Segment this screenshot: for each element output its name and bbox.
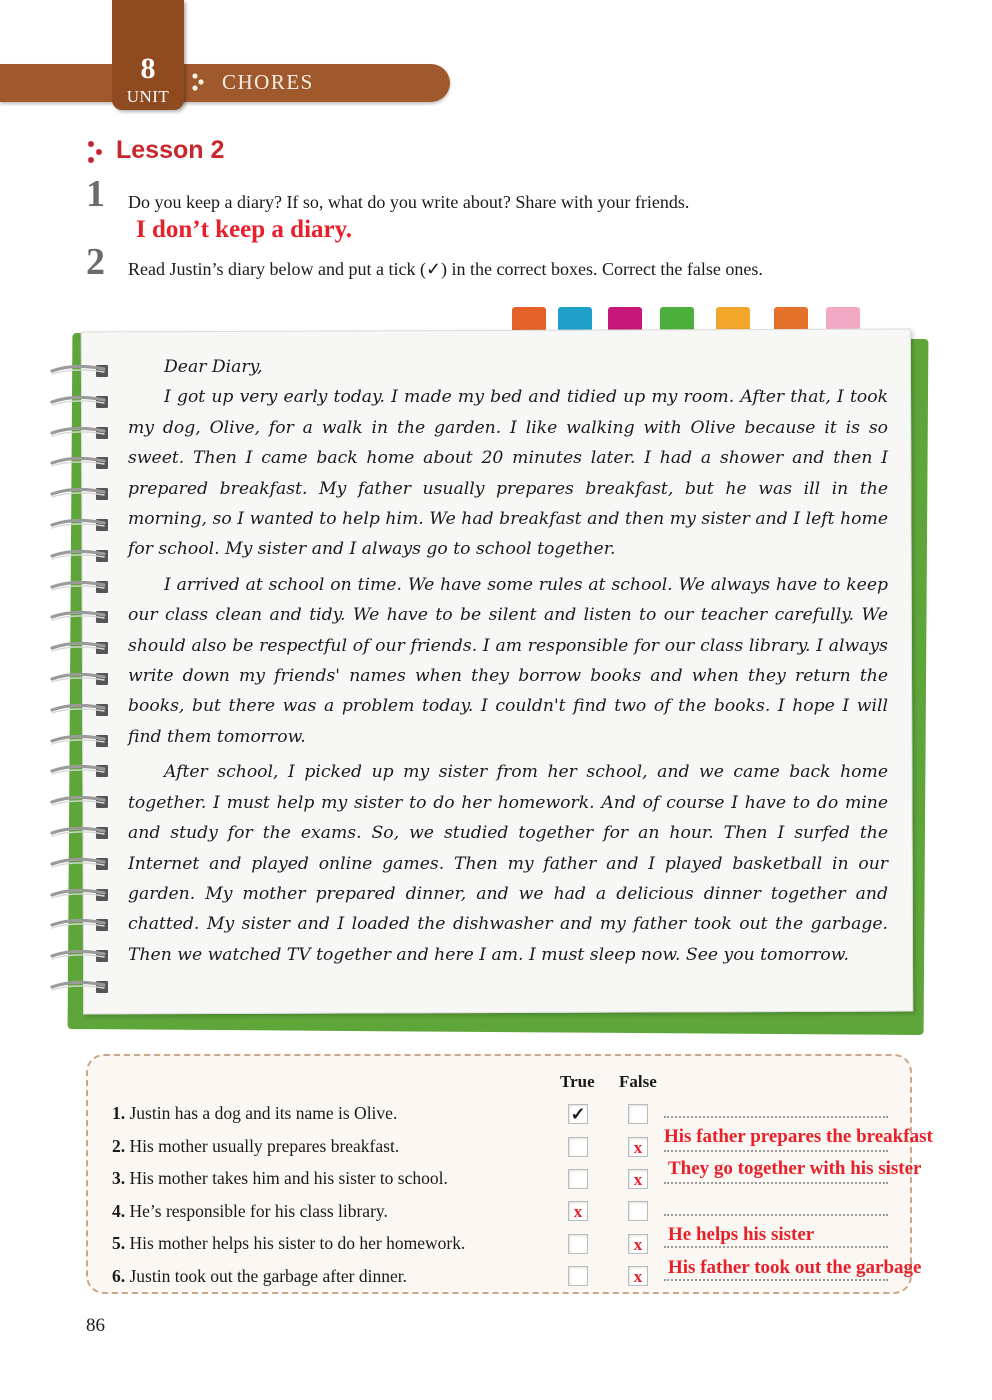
exercise-1-answer: I don’t keep a diary. <box>136 216 353 243</box>
diary-paragraph: I got up very early today. I made my bed and tidied up my room. After that, I took my dog, Olive, for a walk in the garden. I like walking with Olive because it is so sweet. Then I came back home about 20 minutes later. I had a shower and then I prepared breakfast. My father usually prepares breakfast, but he was ill in the morning, so I wanted to help him. We had breakfast and then my sister and I left home for school. My sister and I always go to school together. <box>128 387 888 560</box>
quiz-item-text: His mother takes him and his sister to school. <box>129 1168 448 1188</box>
quiz-item-number: 4. <box>112 1201 126 1221</box>
chevron-right-icon <box>86 140 108 164</box>
quiz-item <box>112 1136 399 1157</box>
spiral-ring <box>46 702 116 718</box>
quiz-item-text: He’s responsible for his class library. <box>129 1201 388 1221</box>
quiz-item-text: Justin took out the garbage after dinner. <box>129 1266 407 1286</box>
quiz-item-number: 5. <box>112 1233 126 1253</box>
spiral-ring <box>46 763 116 779</box>
quiz-item <box>112 1233 465 1254</box>
quiz-item <box>112 1201 388 1222</box>
spiral-ring <box>46 979 116 995</box>
spiral-ring <box>46 825 116 841</box>
false-checkbox[interactable]: x <box>628 1234 648 1254</box>
diary-greeting: Dear Diary, <box>164 357 263 377</box>
quiz-item-text: His mother usually prepares breakfast. <box>129 1136 400 1156</box>
answer-line <box>664 1150 888 1152</box>
spiral-ring <box>46 948 116 964</box>
diary-paragraph: After school, I picked up my sister from her school, and we came back home together. I must help my sister to do her homework. And of course I have to do mine and study for the exams. So, we studied together for an hour. Then I surfed the Internet and played online games. Then my father and I played basketball in our garden. My mother prepared dinner, and we had a delicious dinner together and chatted. My sister and I loaded the dishwasher and my father took out the garbage. Then we watched TV together and here I am. I must sleep now. See you tomorrow. <box>128 762 888 965</box>
spiral-ring <box>46 455 116 471</box>
correction-answer[interactable]: His father prepares the breakfast <box>664 1126 933 1147</box>
spiral-ring <box>46 794 116 810</box>
spiral-ring <box>46 394 116 410</box>
exercise-2-number: 2 <box>86 241 105 283</box>
page-number: 86 <box>86 1315 105 1336</box>
true-checkbox[interactable] <box>568 1266 588 1286</box>
spiral-ring <box>46 363 116 379</box>
exercise-1-instruction: Do you keep a diary? If so, what do you write about? Share with your friends. <box>128 192 690 212</box>
lesson-title: Lesson 2 <box>116 136 225 164</box>
answer-line <box>664 1214 888 1216</box>
false-column-header: False <box>619 1072 657 1091</box>
spiral-ring <box>46 733 116 749</box>
answer-line <box>664 1182 888 1184</box>
true-checkbox[interactable]: ✓ <box>568 1104 588 1124</box>
exercise-2-instruction: Read Justin’s diary below and put a tick (✓) in the correct boxes. Correct the false ones. <box>128 259 763 279</box>
exercise-1-number: 1 <box>86 173 105 215</box>
correction-answer[interactable]: He helps his sister <box>668 1224 815 1245</box>
answer-line <box>664 1246 888 1248</box>
unit-title: CHORES <box>222 70 314 94</box>
spiral-ring <box>46 609 116 625</box>
true-checkbox[interactable] <box>568 1169 588 1189</box>
answer-line <box>664 1279 888 1281</box>
diary-text <box>128 352 888 975</box>
spiral-ring <box>46 425 116 441</box>
quiz-item-number: 2. <box>112 1136 126 1156</box>
spiral-ring <box>46 917 116 933</box>
spiral-ring <box>46 640 116 656</box>
unit-number: 8 <box>140 52 156 85</box>
correction-answer[interactable]: His father took out the garbage <box>668 1257 922 1278</box>
quiz-item-number: 1. <box>112 1103 126 1123</box>
true-checkbox[interactable]: x <box>568 1201 588 1221</box>
true-checkbox[interactable] <box>568 1137 588 1157</box>
quiz-item-number: 3. <box>112 1168 126 1188</box>
false-checkbox[interactable] <box>628 1104 648 1124</box>
quiz-item-text: His mother helps his sister to do her homework. <box>129 1233 466 1253</box>
spiral-ring <box>46 856 116 872</box>
spiral-ring <box>46 887 116 903</box>
false-checkbox[interactable]: x <box>628 1169 648 1189</box>
spiral-ring <box>46 517 116 533</box>
diary-paragraph: I arrived at school on time. We have some rules at school. We always have to keep our class clean and tidy. We have to be silent and listen to our teacher carefully. We should also be respectful of our friends. I am responsible for our class library. I always write down my friends' names when they borrow books and when they return the books, but there was a problem today. I couldn't find two of the books. I hope I will find them tomorrow. <box>128 574 888 747</box>
unit-tab <box>112 0 184 110</box>
spiral-ring <box>46 548 116 564</box>
quiz-item-number: 6. <box>112 1266 126 1286</box>
quiz-item <box>112 1103 397 1124</box>
false-checkbox[interactable]: x <box>628 1266 648 1286</box>
chevron-right-icon <box>190 72 212 92</box>
quiz-item <box>112 1266 407 1287</box>
correction-answer[interactable]: They go together with his sister <box>668 1158 922 1179</box>
spiral-ring <box>46 486 116 502</box>
true-column-header: True <box>560 1072 595 1091</box>
spiral-ring <box>46 671 116 687</box>
quiz-item <box>112 1168 448 1189</box>
answer-line <box>664 1116 888 1118</box>
false-checkbox[interactable] <box>628 1201 648 1221</box>
quiz-item-text: Justin has a dog and its name is Olive. <box>129 1103 398 1123</box>
unit-label: UNIT <box>126 87 170 106</box>
true-checkbox[interactable] <box>568 1234 588 1254</box>
false-checkbox[interactable]: x <box>628 1137 648 1157</box>
spiral-ring <box>46 579 116 595</box>
